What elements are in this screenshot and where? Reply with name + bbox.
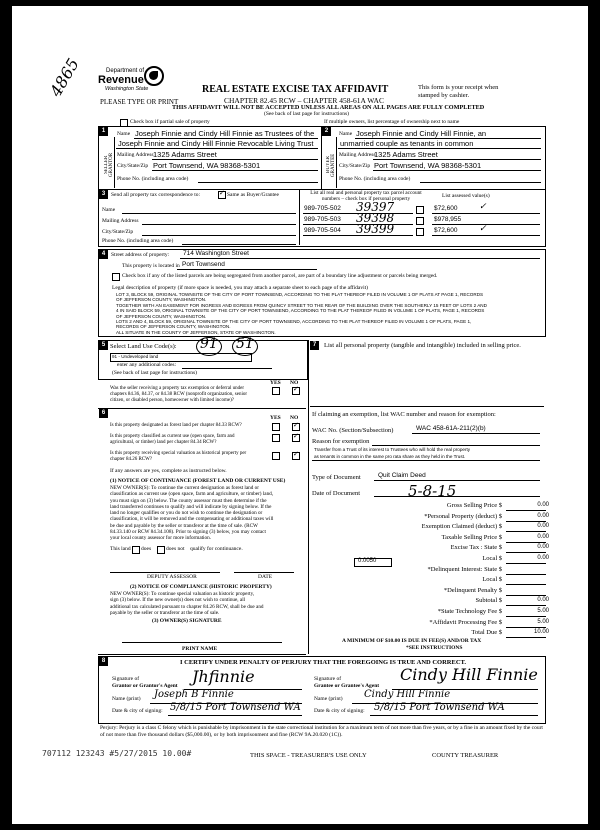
grantee-name[interactable]: Cindy Hill Finnie bbox=[364, 689, 451, 700]
calc-row-value[interactable]: 0.00 bbox=[537, 597, 549, 604]
same-as-buyer-label: Same as Buyer/Grantee bbox=[227, 192, 279, 198]
notice-line: classification, it will be removed and the compensating or additional taxes will bbox=[110, 516, 274, 523]
same-as-buyer-checkbox[interactable] bbox=[218, 191, 226, 199]
grantee-date-label: Date & city of signing: bbox=[314, 708, 365, 714]
segregated-label: Check box if any of the listed parcels are being segregated from another parcel, are part of a boundary line adjustment or parcels being merged. bbox=[122, 273, 438, 279]
doc-date-label: Date of Document bbox=[312, 490, 361, 497]
section-1-number: 1 bbox=[99, 127, 108, 136]
legal-description-line: TOGETHER WITH AN EASEMENT FOR INGRESS AND EGRESS FROM QUINCY STREET TO THE REAR OF THE BUILDING OVER THE SOUTHERLY 15 FEET OF LOTS 2 AND bbox=[116, 302, 487, 308]
parcel-accounts-header: List all real and personal property tax parcel account numbers – check box if personal property bbox=[310, 190, 422, 202]
calc-row-rule bbox=[506, 616, 546, 617]
assessed-value-rule bbox=[432, 235, 540, 236]
multiple-owners-note: If multiple owners, list percentage of ownership next to name bbox=[324, 119, 460, 125]
street-address[interactable]: 714 Washington Street bbox=[183, 250, 249, 257]
calc-row-label: Local $ bbox=[482, 576, 502, 584]
buyer-mailing[interactable]: 1325 Adams Street bbox=[374, 150, 438, 159]
parcel-account-number[interactable]: 989-705-504 bbox=[304, 227, 341, 234]
does-not-checkbox[interactable] bbox=[157, 546, 165, 554]
print-name-label: PRINT NAME bbox=[182, 646, 218, 652]
doc-type-label: Type of Document bbox=[312, 474, 361, 481]
calc-row-label: *State Technology Fee $ bbox=[437, 608, 502, 615]
buyer-name-label: Name bbox=[339, 131, 353, 137]
seller-mailing[interactable]: 1325 Adams Street bbox=[153, 150, 217, 159]
county-treasurer-label: COUNTY TREASURER bbox=[432, 752, 499, 759]
calc-row-rule bbox=[506, 627, 546, 628]
checkmark-icon: ✓ bbox=[479, 224, 487, 234]
grantor-date-city[interactable]: 5/8/15 Port Townsend WA bbox=[170, 702, 301, 713]
section-4-number: 4 bbox=[99, 250, 108, 259]
seller-name-line1[interactable]: Joseph Finnie and Cindy Hill Finnie as Trustees of the bbox=[135, 129, 315, 138]
notice-line: land transferred continues to qualify and will indicate by signing below. If the bbox=[110, 503, 272, 510]
legal-description-label: Legal description of property (if more space is needed, you may attach a separate sheet to each page of the affidavit) bbox=[112, 285, 368, 291]
calc-row-label: Excise Tax : State $ bbox=[450, 544, 502, 552]
seller-city-label: City/State/Zip bbox=[117, 163, 149, 169]
section-2-number: 2 bbox=[322, 127, 331, 136]
buyer-side-label: BUYER GRANTEE bbox=[326, 153, 336, 177]
parcel-handwritten-number: 39399 bbox=[356, 222, 395, 236]
certify-statement: I CERTIFY UNDER PENALTY OF PERJURY THAT THE FOREGOING IS TRUE AND CORRECT. bbox=[180, 659, 467, 666]
s5-see-back: (See back of last page for instructions) bbox=[112, 370, 197, 376]
calc-row-value[interactable]: 0.00 bbox=[537, 502, 549, 508]
dept-line3: Washington State bbox=[105, 86, 149, 92]
calc-row-label: *Personal Property (deduct) $ bbox=[424, 512, 502, 520]
notice-compliance-title: (2) NOTICE OF COMPLIANCE (HISTORIC PROPERTY) bbox=[130, 584, 272, 590]
receipt-note: This form is your receipt when stamped by cashier. bbox=[418, 84, 499, 99]
legal-description-line: RECORDS OF JEFFERSON COUNTY, WASHINGTON. bbox=[116, 324, 231, 330]
parcel-account-number[interactable]: 989-705-502 bbox=[304, 205, 341, 212]
street-address-label: Street address of property: bbox=[111, 252, 170, 258]
personal-property-checkbox[interactable] bbox=[416, 217, 424, 225]
buyer-phone-label: Phone No. (including area code) bbox=[339, 176, 411, 182]
segregated-checkbox[interactable] bbox=[112, 273, 120, 281]
if-yes-note: If any answers are yes, complete as instructed below. bbox=[110, 468, 227, 474]
buyer-mailing-label: Mailing Address bbox=[339, 152, 376, 158]
wac-number[interactable]: WAC 458-61A-211(2)(b) bbox=[416, 425, 486, 432]
send-correspondence-label: Send all property tax correspondence to: bbox=[111, 192, 201, 198]
land-use-label: Select Land Use Code(s): bbox=[110, 343, 177, 350]
reason-line-2[interactable]: as tenants in common in the same pro rata share as they held in the Trust. bbox=[314, 454, 466, 459]
calc-row-label: Total Due $ bbox=[471, 629, 502, 637]
notice-compliance-text bbox=[110, 591, 264, 616]
exemption-question: Was the seller receiving a property tax exemption or deferral under chapters 84.36, 84.37, or 84.38 RCW (nonprofit organization, senior citizen, or disabled person, homeowner with limited income)? bbox=[110, 386, 248, 403]
personal-property-checkbox[interactable] bbox=[416, 206, 424, 214]
section-8-number: 8 bbox=[99, 657, 108, 666]
calc-row-rule bbox=[506, 584, 546, 585]
calc-row-rule bbox=[506, 542, 546, 543]
grantor-name[interactable]: Joseph B Finnie bbox=[154, 689, 234, 700]
legal-description-line: OF JEFFERSON COUNTY, WASHINGTON. bbox=[116, 297, 207, 303]
notice-line: 84.33.140 or RCW 84.34.108). Prior to signing (3) below, you may contact bbox=[110, 529, 266, 536]
located-in[interactable]: Port Townsend bbox=[182, 261, 225, 268]
calc-row-value[interactable]: 10.00 bbox=[533, 629, 549, 636]
notice-line: additional tax calculated pursuant to chapter 84.26 RCW, shall be due and bbox=[110, 603, 264, 610]
affidavit-page bbox=[12, 6, 588, 824]
calc-row-label: Taxable Selling Price $ bbox=[441, 533, 502, 541]
assessed-value[interactable]: $72,600 bbox=[434, 227, 458, 234]
partial-sale-label: Check box if partial sale of property bbox=[130, 119, 210, 125]
additional-codes-label: enter any additional codes: bbox=[117, 362, 177, 368]
calc-row-rule bbox=[506, 510, 546, 511]
legal-description-line: 4 IN SAID BLOCK 59, ORIGINAL TOWNSITE OF THE CITY OF PORT TOWNSEND, ACCORDING TO THE PLAT THEREOF FILED IN VOLUME 1 OF PLATS, PAGE 1, RECORDS bbox=[116, 308, 485, 314]
doc-type[interactable]: Quit Claim Deed bbox=[378, 472, 426, 479]
buyer-city-label: City/State/Zip bbox=[339, 163, 371, 169]
personal-property-checkbox[interactable] bbox=[416, 228, 424, 236]
s6-yes: YES bbox=[270, 415, 281, 421]
owner-signature-label: (3) OWNER(S) SIGNATURE bbox=[152, 618, 222, 624]
see-back-note: (See back of last page for instructions) bbox=[264, 111, 349, 117]
wac-label: WAC No. (Section/Subsection) bbox=[312, 427, 394, 434]
current-use-no-checkbox[interactable] bbox=[292, 434, 300, 442]
validation-stamp: 707112 123243 #5/27/2015 10.00# bbox=[42, 749, 192, 758]
forest-land-question: Is this property designated as forest land per chapter 84.33 RCW? bbox=[110, 423, 242, 428]
parcel-handwritten-number: 39397 bbox=[356, 200, 395, 214]
calc-row-label: Subtotal $ bbox=[475, 597, 502, 605]
s6-top-rule bbox=[98, 408, 306, 410]
form-subtitle: CHAPTER 82.45 RCW – CHAPTER 458-61A WAC bbox=[224, 96, 384, 105]
calc-row-label: Exemption Claimed (deduct) $ bbox=[421, 523, 502, 531]
assessed-value[interactable]: $978,955 bbox=[434, 216, 462, 223]
deputy-date-label: DATE bbox=[258, 574, 273, 580]
s3-name-label: Name bbox=[102, 207, 116, 213]
assessed-value[interactable]: $72,600 bbox=[434, 205, 458, 212]
seller-phone-label: Phone No. (including area code) bbox=[117, 176, 189, 182]
calc-row-rule bbox=[506, 552, 546, 553]
calc-row-value[interactable]: 0.00 bbox=[537, 533, 549, 540]
notice-continuance-title: (1) NOTICE OF CONTINUANCE (FOREST LAND OR CURRENT USE) bbox=[110, 478, 286, 484]
form-title: REAL ESTATE EXCISE TAX AFFIDAVIT bbox=[202, 84, 389, 95]
calc-row-value[interactable]: 5.00 bbox=[537, 608, 549, 614]
does-checkbox[interactable] bbox=[132, 546, 140, 554]
reason-label: Reason for exemption bbox=[312, 438, 370, 445]
section-3-number: 3 bbox=[99, 190, 108, 199]
calc-row-label: *Delinquent Penalty $ bbox=[443, 586, 502, 594]
parcel-account-number[interactable]: 989-705-503 bbox=[304, 216, 341, 223]
land-use-select-value: 91 - Undeveloped land bbox=[112, 354, 159, 359]
notice-line: sign (3) below. If the new owner(s) does not wish to continue, all bbox=[110, 597, 246, 604]
grantee-sig-label2: Grantee or Grantee's Agent bbox=[314, 683, 380, 689]
does-label: does bbox=[141, 546, 152, 552]
historic-question: Is this property receiving special valuation as historical property per chapter 84.26 RCW? bbox=[110, 451, 247, 462]
notice-line: your local county assessor for more information. bbox=[110, 535, 211, 542]
notice-line: NEW OWNER(S): To continue the current designation as forest land or bbox=[110, 485, 259, 491]
legal-description-line: ALL SITUATE IN THE COUNTY OF JEFFERSON, STATE OF WASHINGTON. bbox=[116, 329, 276, 335]
grantor-sig-label1: Signature of bbox=[112, 676, 140, 682]
calc-row-label: Gross Selling Price $ bbox=[446, 502, 502, 509]
historic-no-checkbox[interactable] bbox=[292, 452, 300, 460]
notice-line: you must sign on (3) below. The county assessor must then determine if the bbox=[110, 497, 267, 504]
historic-yes-checkbox[interactable] bbox=[272, 452, 280, 460]
legal-description bbox=[116, 292, 487, 335]
grantor-sig-label2: Grantor or Grantor's Agent bbox=[112, 683, 178, 689]
calc-row-rule bbox=[506, 595, 546, 596]
dept-line1: Department of bbox=[106, 68, 145, 74]
buyer-city[interactable]: Port Townsend, WA 98368-5301 bbox=[374, 161, 482, 170]
parcel-handwritten-number: 39398 bbox=[356, 211, 395, 225]
dor-logo-icon bbox=[144, 66, 164, 86]
calc-row-rule bbox=[506, 521, 546, 522]
notice-line: payable by the seller or transferor at the time of sale. bbox=[110, 609, 220, 616]
s3-mailing-label: Mailing Address bbox=[102, 218, 139, 224]
exemption-yes-checkbox[interactable] bbox=[272, 387, 280, 395]
seller-mailing-label: Mailing Address bbox=[117, 152, 154, 158]
exemption-no-checkbox[interactable] bbox=[292, 387, 300, 395]
notice-line: land no longer qualifies or you do not wish to continue the designation or bbox=[110, 510, 263, 517]
s3-city-label: City/State/Zip bbox=[102, 229, 134, 235]
legal-description-line: LOTS 2 AND 4, BLOCK 59, ORIGINAL TOWNSITE OF THE CITY OF PORT TOWNSEND, ACCORDING TO THE PLAT THEREOF FILED IN VOLUME 1 OF PLATS, PAGE 1, bbox=[116, 319, 472, 325]
seller-side-label: SELLER GRANTOR bbox=[104, 152, 114, 178]
seller-name-line2[interactable]: Joseph Finnie and Cindy Hill Finnie Revocable Living Trust bbox=[118, 139, 314, 148]
local-rate: 0.0050 bbox=[358, 558, 377, 564]
does-not-label: does not bbox=[166, 546, 185, 552]
grantee-signature[interactable]: Cindy Hill Finnie bbox=[400, 665, 538, 684]
handwritten-document-number: 4865 bbox=[45, 55, 83, 100]
see-instructions-note: *SEE INSTRUCTIONS bbox=[406, 645, 463, 651]
form-notice: THIS AFFIDAVIT WILL NOT BE ACCEPTED UNLESS ALL AREAS ON ALL PAGES ARE FULLY COMPLETED bbox=[172, 104, 485, 111]
grantee-name-label: Name (print) bbox=[314, 696, 343, 702]
notice-line: NEW OWNER(S): To continue special valuation as historic property, bbox=[110, 591, 255, 597]
calc-row-rule bbox=[506, 574, 546, 575]
s6-no: NO bbox=[290, 415, 299, 421]
legal-description-line: LOT 3, BLOCK 59, ORIGINAL TOWNSITE OF THE CITY OF PORT TOWNSEND, ACCORDING TO THE PLAT THEREOF FILED IN VOLUME 1 OF PLATS AT PAGE 1, RECORDS bbox=[116, 292, 484, 297]
legal-description-line: OF JEFFERSON COUNTY, WASHINGTON. bbox=[116, 313, 207, 319]
s3-phone-label: Phone No. (including area code) bbox=[102, 238, 174, 244]
calc-row-value[interactable]: 0.00 bbox=[537, 544, 549, 551]
grantor-date-label: Date & city of signing: bbox=[112, 708, 163, 714]
forest-yes-checkbox[interactable] bbox=[272, 423, 280, 431]
current-use-yes-checkbox[interactable] bbox=[272, 434, 280, 442]
this-land-label: This land bbox=[110, 546, 131, 552]
notice-continuance-text bbox=[110, 485, 273, 542]
land-use-code-1[interactable]: 91 bbox=[200, 336, 218, 352]
s5-no: NO bbox=[290, 380, 299, 386]
buyer-name-line1[interactable]: Joseph Finnie and Cindy Hill Finnie, an bbox=[356, 129, 487, 138]
section-6-number: 6 bbox=[99, 409, 108, 418]
grantor-signature[interactable]: Jhfinnie bbox=[192, 667, 255, 686]
assessed-values-header: List assessed value(s) bbox=[442, 193, 490, 199]
buyer-name-line2[interactable]: unmarried couple as tenants in common bbox=[340, 139, 474, 148]
calc-row-label: Local $ bbox=[482, 555, 502, 562]
seller-city[interactable]: Port Townsend, WA 98368-5301 bbox=[153, 161, 261, 170]
please-type: PLEASE TYPE OR PRINT bbox=[100, 98, 179, 106]
grantee-sig-label1: Signature of bbox=[314, 676, 342, 682]
personal-property-label: List all personal property (tangible and intangible) included in selling price. bbox=[324, 342, 521, 349]
calc-row-value[interactable]: 5.00 bbox=[537, 618, 549, 625]
minimum-due-note: A MINIMUM OF $10.00 IS DUE IN FEE(S) AND/OR TAX bbox=[342, 638, 482, 644]
notice-line: classification as current use (open space, farm and agriculture, or timber) land, bbox=[110, 491, 274, 498]
section-7-number: 7 bbox=[310, 341, 319, 350]
assessed-value-rule bbox=[432, 213, 540, 214]
reason-line-1[interactable]: Transfer from a Trust of its interest to Trustees who will hold the real property bbox=[314, 447, 471, 452]
grantor-name-label: Name (print) bbox=[112, 696, 141, 702]
calc-row-value[interactable]: 0.00 bbox=[537, 523, 549, 530]
perjury-notice: Perjury: Perjury is a class C felony which is punishable by imprisonment in the state correctional institution for a maximum term of not more than five years, or by a fine in an amount fixed by the court of not more than five thousand dollars ($5,000.00), or by both imprisonment and fine (RCW 9A.20.020 (1C)). bbox=[100, 725, 543, 738]
calc-row-rule bbox=[506, 531, 546, 532]
seller-name-label: Name bbox=[117, 131, 131, 137]
calc-row-value[interactable]: 0.00 bbox=[537, 555, 549, 561]
s5-yes: YES bbox=[270, 380, 281, 386]
qualify-label: qualify for continuance. bbox=[190, 546, 243, 552]
dept-line2: Revenue bbox=[98, 74, 144, 86]
calc-row-label: *Delinquent Interest: State $ bbox=[427, 565, 502, 573]
calc-row-rule bbox=[506, 637, 546, 638]
current-use-question: Is this property classified as current use (open space, farm and agricultural, or timber) land per chapter 84.34 RCW? bbox=[110, 434, 235, 445]
located-in-label: This property is located in bbox=[122, 263, 180, 269]
section-5-number: 5 bbox=[99, 341, 108, 350]
doc-date[interactable]: 5-8-15 bbox=[408, 482, 457, 500]
calc-row-rule bbox=[506, 605, 546, 606]
calc-row-value[interactable]: 0.00 bbox=[537, 512, 549, 519]
forest-no-checkbox[interactable] bbox=[292, 423, 300, 431]
checkmark-icon: ✓ bbox=[479, 202, 487, 212]
treasurer-space-label: THIS SPACE - TREASURER'S USE ONLY bbox=[250, 752, 367, 759]
calc-row-rule bbox=[506, 563, 546, 564]
notice-line: be due and payable by the seller or transferor at the time of sale. (RCW bbox=[110, 522, 258, 529]
calc-row-label: *Affidavit Processing Fee $ bbox=[429, 618, 502, 626]
land-use-code-2[interactable]: 51 bbox=[236, 336, 254, 352]
exemption-claim-label: If claiming an exemption, list WAC number and reason for exemption: bbox=[312, 411, 496, 418]
deputy-assessor-label: DEPUTY ASSESSOR bbox=[147, 574, 197, 580]
grantee-date-city[interactable]: 5/8/15 Port Townsend WA bbox=[374, 702, 505, 713]
